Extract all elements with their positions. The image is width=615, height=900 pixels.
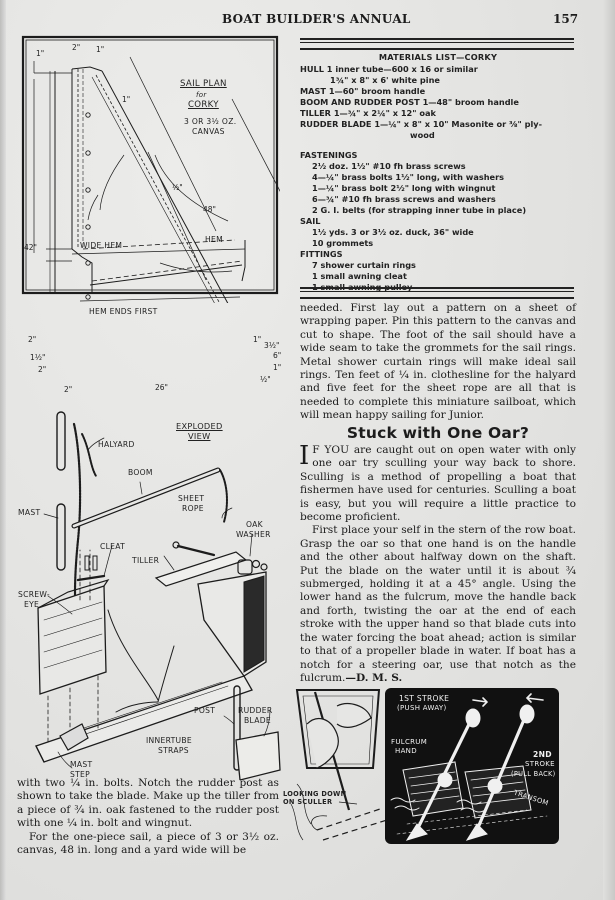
label-oak-washer-2: WASHER: [236, 530, 271, 539]
fastenings-item: 2 G. I. belts (for strapping inner tube in place): [312, 205, 527, 215]
fittings-heading: FITTINGS: [300, 249, 343, 259]
dim-luff-1: 1": [122, 95, 131, 104]
label-hem-ends-first: HEM ENDS FIRST: [89, 307, 158, 316]
construction-paragraph-2: For the one-piece sail, a piece of 3 or 3½ oz. canvas, 48 in. long and a yard wide will be: [17, 830, 279, 857]
dim-top-1: 1": [96, 45, 105, 54]
sail-instructions-paragraph: needed. First lay out a pattern on a sheet of wrapping paper. Pin this pattern to the canvas and cut to shape. The foot of the sail should have a wide seam to take the grommets for the sail rings. Metal shower curtain rings will make ideal sail rings. Ten feet of ¼ in. clothesline for the halyard and five feet for the sheet rope are all that is needed to complete this miniature sailboat, which will mean happy sailing for Junior.: [300, 302, 576, 422]
materials-line: BOOM AND RUDDER POST 1—48" broom handle: [300, 97, 519, 107]
materials-list: [300, 52, 576, 293]
fittings-item: 1 small awning pulley: [312, 282, 413, 292]
label-second-stroke-3: (PULL BACK): [511, 770, 556, 778]
sail-plan-spec-weight: 3 OR 3½ OZ.: [184, 117, 237, 126]
exploded-view-illustration: [8, 410, 290, 780]
label-mast: MAST: [18, 508, 41, 517]
running-head: BOAT BUILDER'S ANNUAL: [222, 12, 411, 26]
materials-bottom-rule: [300, 287, 574, 299]
label-screw-eye-1: SCREW-: [18, 590, 50, 599]
label-fulcrum-1: FULCRUM: [391, 738, 428, 746]
label-first-stroke-1: 1ST STROKE: [399, 694, 450, 703]
dim-right-1: 1": [253, 335, 262, 344]
sail-item: 1½ yds. 3 or 3½ oz. duck, 36" wide: [312, 227, 474, 237]
label-looking-down-1: LOOKING DOWN: [283, 790, 347, 798]
fastenings-item: 6—¾" #10 fh brass screws and washers: [312, 194, 496, 204]
label-mast-step-1: MAST: [70, 760, 93, 769]
label-cleat: CLEAT: [100, 542, 126, 551]
article-headline: Stuck with One Oar?: [346, 424, 530, 442]
materials-line: 1¾" x 8" x 6' white pine: [330, 75, 440, 85]
sail-item: 10 grommets: [312, 238, 374, 248]
sail-plan-illustration: [20, 35, 282, 394]
dim-top-left: 1": [36, 49, 45, 58]
dim-right-half: ½": [260, 375, 271, 384]
label-boom: BOOM: [128, 468, 153, 477]
label-post: POST: [194, 706, 216, 715]
dim-right-3half: 3½": [264, 341, 280, 350]
fittings-item: 7 shower curtain rings: [312, 260, 416, 270]
sculling-illustration: [283, 684, 577, 844]
dim-foot-26: 26": [155, 383, 168, 392]
exploded-view-title: EXPLODED: [176, 421, 223, 431]
drop-cap: I: [299, 441, 310, 471]
article-signature: —D. M. S.: [345, 671, 403, 684]
article-paragraph-2-text: First place your self in the stern of the row boat. Grasp the oar so that one hand is on the handle and the other about halfway down on the shaft. Put the blade on the water until it is about ¾ submerged, holding it at a 45° angle. Using the lower hand as the fulcrum, move the handle back and forth, twisting the oar at the end of each stroke with the upper hand so that blade cuts into the water forcing the boat ahead; action is similar to that of a propeller blade in water. If boat has a notch for a steering oar, use that notch as the fulcrum.: [300, 524, 576, 684]
label-fulcrum-2: HAND: [395, 747, 417, 755]
dim-48: 48": [203, 205, 216, 214]
label-looking-down-2: ON SCULLER: [283, 798, 333, 806]
dim-half: ½": [172, 183, 183, 192]
sail-heading: SAIL: [300, 216, 321, 226]
article-paragraph-1-text: F YOU are caught out on open water with only one oar try sculling your way back to shore. Sculling is a method of propelling a boat that fishermen have used for centuries. Sculling a boat is easy, but you will require a little practice to become proficient.: [300, 444, 576, 524]
materials-title: MATERIALS LIST—CORKY: [378, 52, 498, 62]
materials-line: TILLER 1—¾" x 2¼" x 12" oak: [300, 108, 436, 118]
label-hem: HEM: [205, 235, 223, 244]
fastenings-item: 4—¼" brass bolts 1½" long, with washers: [312, 172, 505, 182]
sail-plan-title-corky: CORKY: [188, 100, 219, 110]
materials-line: RUDDER BLADE 1—¼" x 8" x 10" Masonite or ⅜" ply-: [300, 119, 543, 129]
sail-plan-title-for: for: [196, 91, 207, 99]
dim-right-6: 6": [273, 351, 282, 360]
label-second-stroke-2: STROKE: [525, 760, 555, 768]
materials-top-rule: [300, 38, 574, 50]
exploded-view-title-view: VIEW: [188, 431, 211, 441]
materials-line: MAST 1—60" broom handle: [300, 86, 426, 96]
fastenings-item: 1—¼" brass bolt 2½" long with wingnut: [312, 183, 496, 193]
label-first-stroke-2: (PUSH AWAY): [397, 704, 447, 712]
label-sheet-rope-2: ROPE: [182, 504, 204, 513]
article-paragraph-1: [299, 441, 576, 524]
label-halyard: HALYARD: [98, 440, 135, 449]
dim-bottom-2c: 2": [64, 385, 73, 394]
sail-instructions-text: [300, 302, 576, 423]
label-oak-washer-1: OAK: [246, 520, 263, 529]
fastenings-item: 2½ doz. 1½" #10 fh brass screws: [312, 161, 466, 171]
label-rudder-blade-2: BLADE: [244, 716, 271, 725]
label-rudder-blade-1: RUDDER: [238, 706, 273, 715]
label-mast-step-2: STEP: [70, 770, 91, 779]
page-edge-shadow: [603, 0, 615, 900]
page-number: 157: [553, 12, 579, 26]
dim-bottom-2b: 2": [38, 365, 47, 374]
label-screw-eye-2: EYE: [24, 600, 40, 609]
page-gutter-shadow: [0, 0, 6, 900]
article-body: [299, 441, 576, 685]
dim-42: 42": [24, 243, 37, 252]
construction-paragraph-1: with two ¼ in. bolts. Notch the rudder post as shown to take the blade. Make up the tiller from a piece of ¾ in. oak fastened to the rudder post with one ¼ in. bolt and wingnut.: [17, 777, 279, 830]
sail-plan-title: SAIL PLAN: [180, 79, 227, 89]
label-second-stroke-1: 2ND: [533, 750, 552, 759]
sail-plan-spec-canvas: CANVAS: [192, 127, 225, 136]
fittings-item: 1 small awning cleat: [312, 271, 407, 281]
sail-plan-drawing: [20, 35, 280, 303]
label-innertube-straps-2: STRAPS: [158, 746, 189, 755]
fastenings-heading: FASTENINGS: [300, 150, 358, 160]
label-tiller: TILLER: [132, 556, 160, 565]
dim-top-2: 2": [72, 43, 81, 52]
dim-right-1b: 1": [273, 363, 282, 372]
materials-line: HULL 1 inner tube—600 x 16 or similar: [300, 64, 478, 74]
label-innertube-straps-1: INNERTUBE: [146, 736, 193, 745]
dim-bottom-2: 2": [28, 335, 37, 344]
dim-bottom-1half: 1½": [30, 353, 46, 362]
construction-text: [17, 777, 279, 857]
label-transom: TRANSOM: [512, 788, 550, 808]
label-wide-hem: WIDE HEM: [80, 241, 123, 250]
label-sheet-rope-1: SHEET: [178, 494, 205, 503]
article-paragraph-2: [300, 524, 576, 685]
materials-line: wood: [410, 130, 435, 140]
